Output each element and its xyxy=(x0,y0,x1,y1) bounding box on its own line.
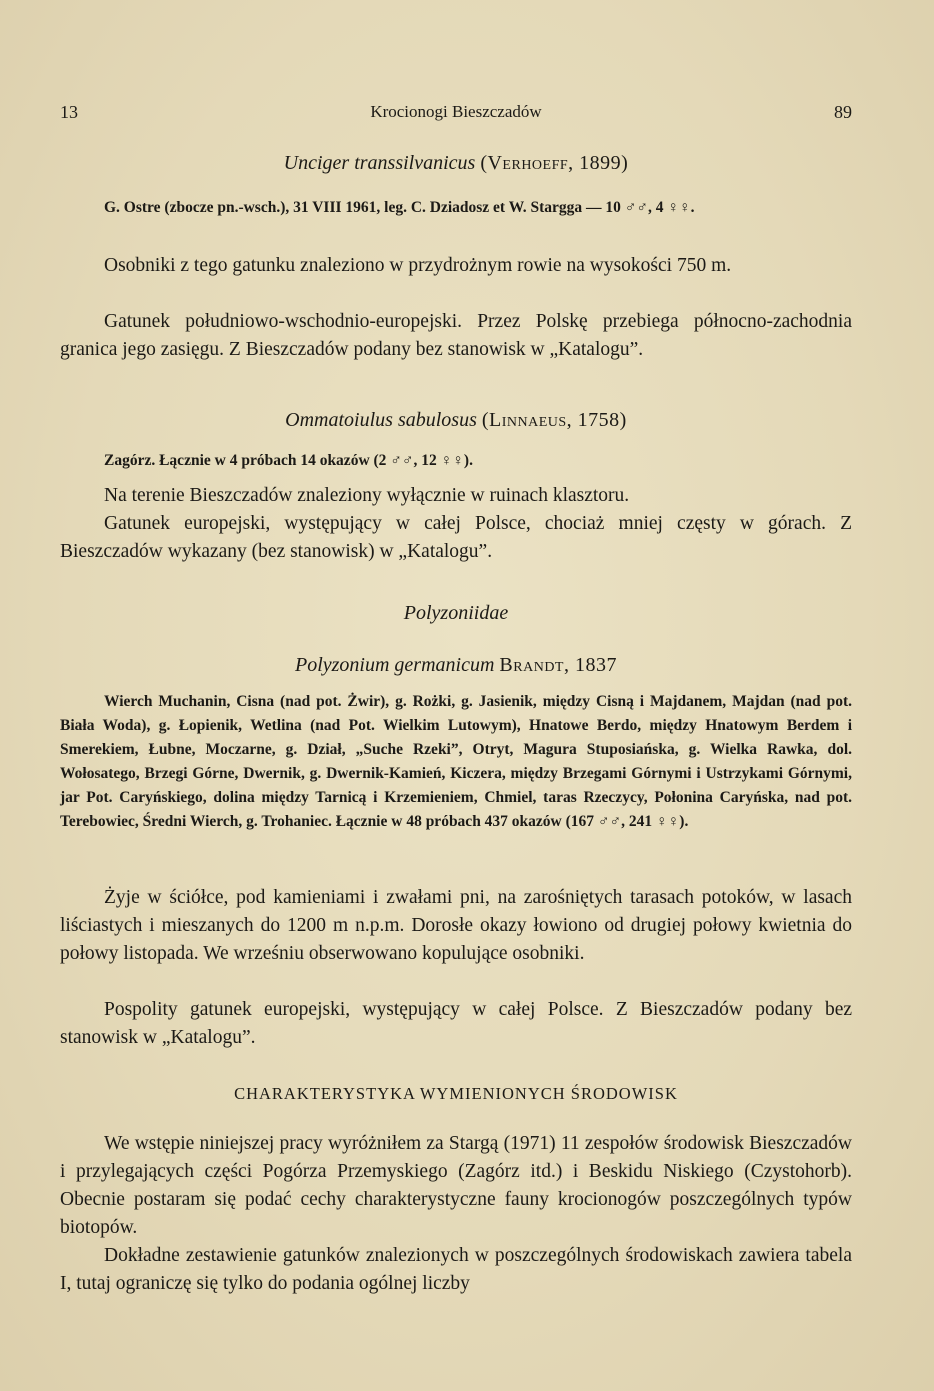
specimen-record: G. Ostre (zbocze pn.-wsch.), 31 VIII 1961, leg. C. Dziadosz et W. Stargga — 10 ♂♂, 4 ♀♀. xyxy=(104,199,695,216)
paragraph: We wstępie niniejszej pracy wyróżniłem za Stargą (1971) 11 zespołów środowisk Bieszczadów i przylegających części Pogórza Przemyskiego (Zagórz itd.) i Beskidu Niskiego (Czystohorb). Obecnie postaram się podać cechy charakterystyczne fauny krocionogów poszczególnych typów biotopów. xyxy=(60,1133,852,1238)
family-heading: Polyzoniidae xyxy=(403,602,509,624)
paragraph: Dokładne zestawienie gatunków znalezionych w poszczególnych środowiskach zawiera tabela I, tutaj ograniczę się tylko do podania ogólnej liczby xyxy=(60,1245,852,1294)
paragraph: Żyje w ściółce, pod kamieniami i zwałami pni, na zarośniętych tarasach potoków, w lasach liściastych i mieszanych do 1200 m n.p.m. Dorosłe okazy łowiono od drugiej połowy kwietnia do połowy listopada. We wrześniu obserwowano kopulujące osobniki. xyxy=(60,887,852,964)
running-title: Krocionogi Bieszczadów xyxy=(370,102,542,121)
specimen-record: Wierch Muchanin, Cisna (nad pot. Żwir), g. Rożki, g. Jasienik, między Cisną i Majdanem, Majdan (nad pot. Biała Woda), g. Łopienik, Wetlina (nad Pot. Wielkim Lutowym), Hnatowe Berdo, między Hnatowym Berdem i Smerekiem, Łubne, Moczarne, g. Dział, „Suche Rzeki”, Otryt, Magura Stuposiańska, g. Wielka Rawka, dol. Wołosatego, Brzegi Górne, Dwernik, g. Dwernik-Kamień, Kiczera, między Brzegami Górnymi i Ustrzykami Górnymi, jar Pot. Caryńskiego, dolina między Tarnicą i Krzemieniem, Chmiel, taras Rzeczycy, Połonina Caryńska, nad pot. Terebowiec, Średni Wierch, g. Trohaniec. Łącznie w 48 próbach 437 okazów (167 ♂♂, 241 ♀♀). xyxy=(60,693,852,830)
paragraph: Gatunek europejski, występujący w całej Polsce, chociaż mniej częsty w górach. Z Bieszczadów wykazany (bez stanowisk) w „Katalogu”. xyxy=(60,513,852,562)
species-author: (Verhoeff, 1899) xyxy=(480,152,629,174)
species-heading xyxy=(60,654,852,677)
species-heading xyxy=(60,409,852,432)
species-author: Brandt, 1837 xyxy=(499,654,617,676)
paragraph: Osobniki z tego gatunku znaleziono w przydrożnym rowie na wysokości 750 m. xyxy=(104,255,732,276)
species-name: Polyzonium germanicum xyxy=(295,654,495,676)
species-author: (Linnaeus, 1758) xyxy=(481,409,627,431)
page-number: 89 xyxy=(834,102,852,122)
specimen-record: Zagórz. Łącznie w 4 próbach 14 okazów (2 ♂♂, 12 ♀♀). xyxy=(104,452,473,469)
species-heading xyxy=(60,152,852,175)
paragraph: Pospolity gatunek europejski, występujący w całej Polsce. Z Bieszczadów podany bez stanowisk w „Katalogu”. xyxy=(60,999,852,1048)
species-name: Ommatoiulus sabulosus xyxy=(285,409,477,431)
paragraph: Gatunek południowo-wschodnio-europejski. Przez Polskę przebiega północno-zachodnia granica jego zasięgu. Z Bieszczadów podany bez stanowisk w „Katalogu”. xyxy=(60,311,852,360)
paragraph: Na terenie Bieszczadów znaleziony wyłącznie w ruinach klasztoru. xyxy=(104,485,630,506)
species-name: Unciger transsilvanicus xyxy=(283,152,476,174)
running-header xyxy=(60,102,852,128)
section-heading: CHARAKTERYSTYKA WYMIENIONYCH ŚRODOWISK xyxy=(234,1084,678,1103)
section-number: 13 xyxy=(60,102,78,122)
